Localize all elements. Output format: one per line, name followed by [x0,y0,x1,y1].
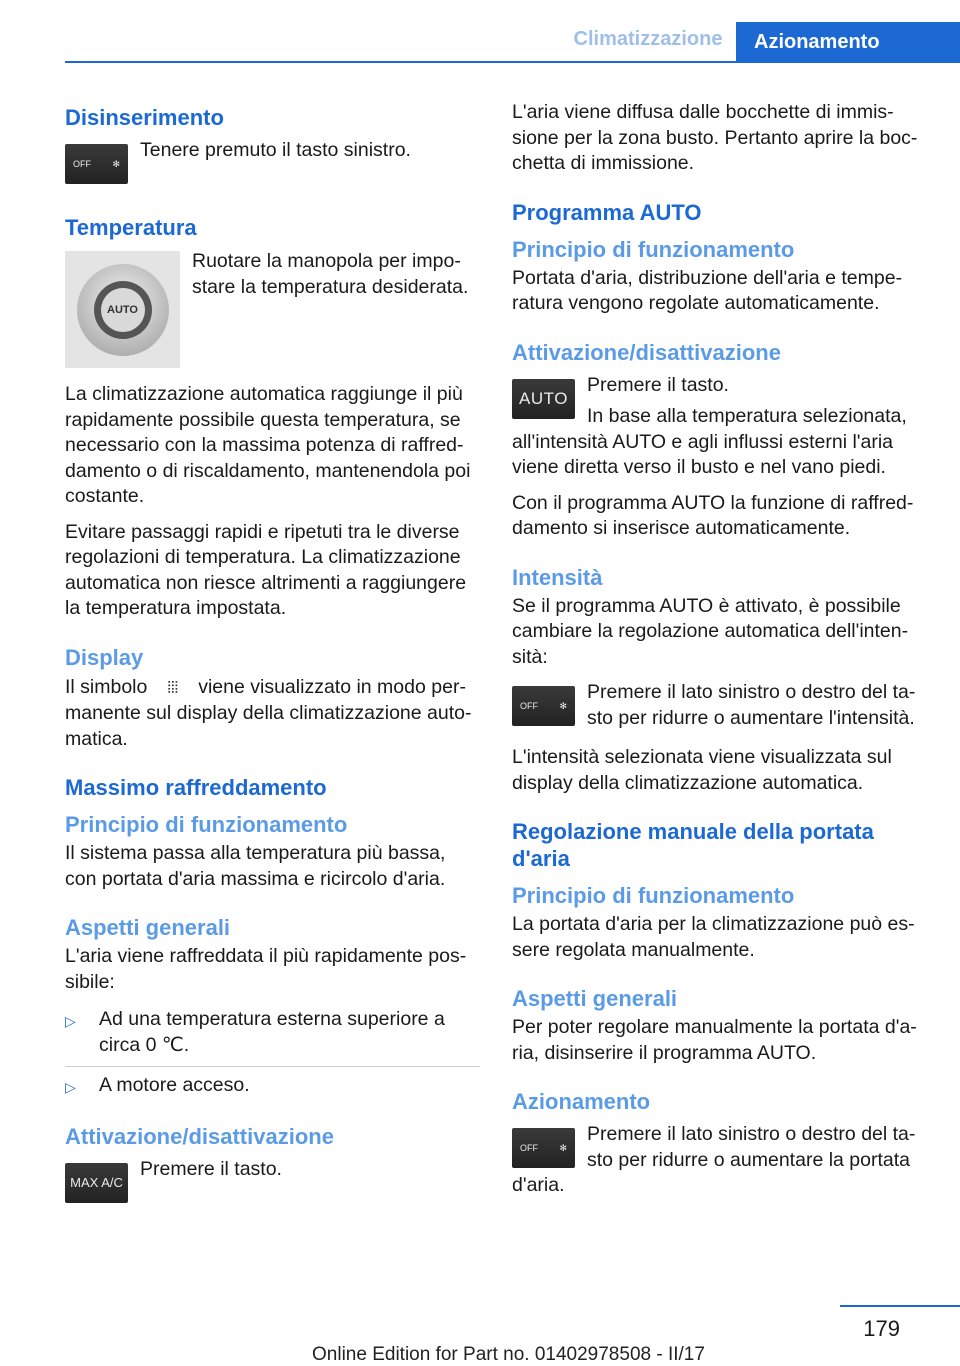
disins-text: Tenere premuto il tasto sinistro. [140,139,411,161]
subsection-title-aspetti-manuale: Aspetti generali [512,986,678,1011]
list-item-text: Ad una temperatura esterna superiore a circa 0 ℃. [99,1008,445,1056]
bullet-triangle-icon: ▷ [65,1013,76,1029]
bullet-triangle-icon: ▷ [65,1079,76,1095]
auto-button-image: AUTO [512,379,575,419]
section-title-display: Display [65,644,144,670]
manual-general-text: Per poter regolare manualmente la portata d'a-ria, disinserire il programma AUTO. [512,1016,917,1064]
display-text-b: viene visualizzato in modo per-manente sul display della climatizzazione auto-matica. [65,675,472,750]
page-header [0,0,960,62]
act-text: Premere il tasto. [140,1157,282,1180]
intens-text: Se il programma AUTO è attivato, è possibile cambiare la regolazione automatica dell'inten-sità: [512,594,909,668]
right-column [512,100,926,1199]
off-label: OFF [73,159,91,169]
fan-icon: ✻ [559,700,567,711]
tab-climatizzazione[interactable]: Climatizzazione [573,28,723,50]
off-fan-button-image [65,144,128,184]
list-item [65,1067,480,1109]
max-cooling-symbol-icon: ⦙⦙⦙ [167,679,179,697]
section-title-regolazione-manuale: Regolazione manuale della portata d'aria [512,819,874,871]
subsection-title-intensita: Intensità [512,564,603,590]
manual-principle-text: La portata d'aria per la climatizzazione può es-sere regolata manualmente. [512,913,915,961]
list-item [65,1001,480,1067]
subsection-title-aspetti: Aspetti generali [65,915,231,940]
right-top-paragraph: L'aria viene diffusa dalle bocchette di immis-sione per la zona busto. Pertanto aprire la boc-chetta di immissione. [512,101,918,174]
temp-knob-text: Ruotare la manopola per impo-stare la temperatura desiderata. [192,250,469,298]
section-title-disinserimento: Disinserimento [65,105,224,130]
subsection-title-attivazione-auto: Attivazione/disattivazione [512,339,781,365]
subsection-title-principio-auto: Principio di funzionamento [512,236,795,262]
header-rule [65,61,960,63]
auto-act-text-2a: In base alla temperatura selezionata, [587,405,907,427]
subsection-title-attivazione: Attivazione/disattivazione [65,1123,334,1149]
auto-act-text-1: Premere il tasto. [587,373,729,396]
off-fan-button-image [512,1128,575,1168]
off-fan-button-image [512,686,575,726]
fan-icon: ✻ [112,158,120,169]
subsection-title-principio-manuale: Principio di funzionamento [512,883,795,908]
off-label: OFF [520,1143,538,1153]
auto-act-text-2b: all'intensità AUTO e agli influssi esterni l'aria viene diretta verso il busto e nel vano piedi. [512,430,894,478]
off-label: OFF [520,701,538,711]
section-title-temperatura: Temperatura [65,215,197,240]
temp-paragraph-2: Evitare passaggi rapidi e ripetuti tra le diverse regolazioni di temperatura. La climatizzazione automatica non riesce altrimenti a raggiungere la temperatura impostata. [65,520,467,619]
display-text [65,675,480,753]
conditions-list [65,1001,480,1109]
general-text: L'aria viene raffreddata il più rapidamente pos-sibile: [65,945,467,993]
auto-paragraph-2: Con il programma AUTO la funzione di raffred-damento si inserisce automaticamente. [512,491,914,539]
auto-principle-text: Portata d'aria, distribuzione dell'aria e tempe-ratura vengono regolate automaticamente. [512,266,903,314]
subsection-title-azionamento: Azionamento [512,1089,651,1114]
tab-azionamento[interactable]: Azionamento [736,22,960,62]
footer-rule [840,1305,960,1307]
subsection-title-principio: Principio di funzionamento [65,812,348,837]
max-principle-text: Il sistema passa alla temperatura più bassa, con portata d'aria massima e ricircolo d'aria. [65,842,446,890]
temp-paragraph-1: La climatizzazione automatica raggiunge il più rapidamente possibile questa temperatura, se necessario con la massima potenza di raffred-damento o di riscaldamento, mantenendola poi costante. [65,383,471,507]
temperature-knob-image [65,251,180,368]
intens-button-text: Premere il lato sinistro o destro del ta-sto per ridurre o aumentare l'intensità. [587,681,916,729]
intens-paragraph-2: L'intensità selezionata viene visualizzata sul display della climatizzazione automatica. [512,746,892,794]
left-column [65,100,480,1203]
knob-auto-label: AUTO [101,288,145,332]
max-ac-button-image: MAX A/C [65,1163,128,1203]
op-text-a: Premere il lato sinistro o destro del ta-sto per ridurre o aumentare la portata [587,1123,916,1171]
op-text-b: d'aria. [512,1174,565,1196]
fan-icon: ✻ [559,1142,567,1153]
section-title-massimo-raffreddamento: Massimo raffreddamento [65,775,327,800]
list-item-text: A motore acceso. [99,1074,250,1096]
page-number: 179 [863,1316,900,1341]
edition-text: Online Edition for Part no. 01402978508 - II/17 [312,1344,705,1365]
section-title-programma-auto: Programma AUTO [512,199,702,225]
display-text-a: Il simbolo [65,675,148,698]
